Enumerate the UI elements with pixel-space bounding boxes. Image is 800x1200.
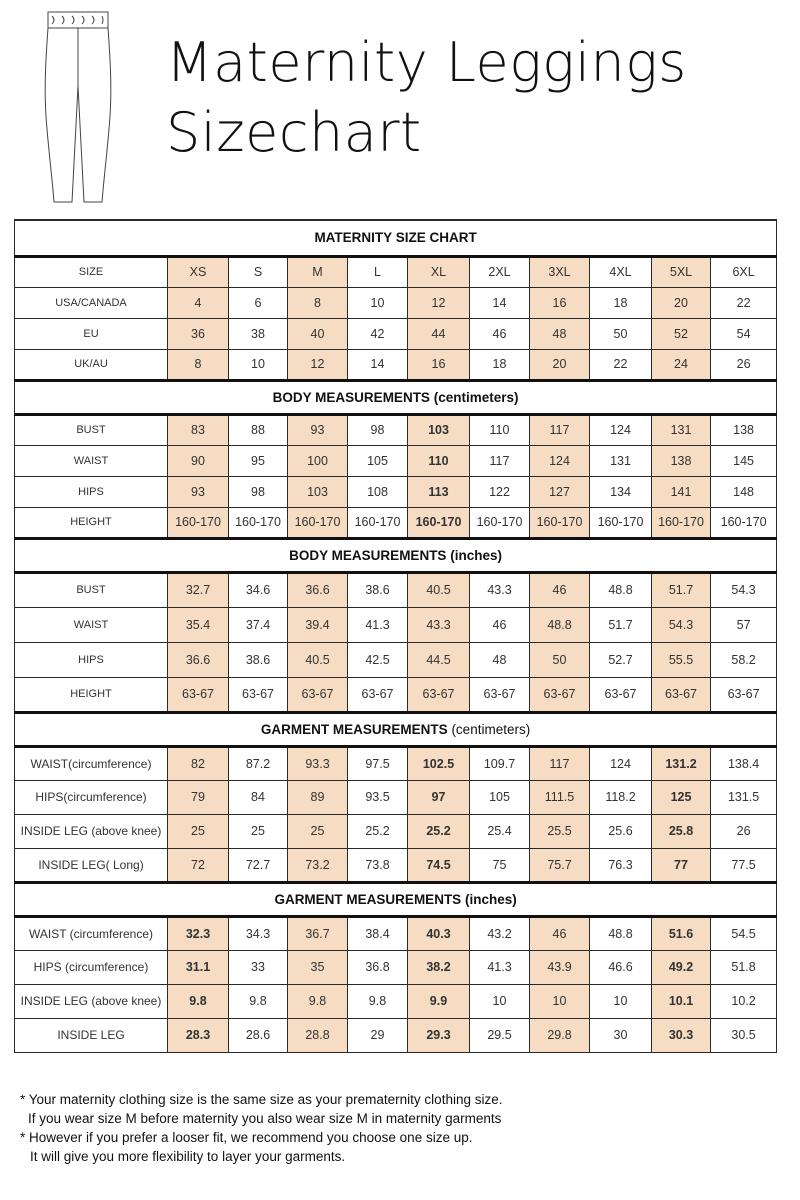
- table-row: [15, 642, 777, 677]
- table-cell: 98: [229, 476, 288, 507]
- table-cell: 12: [408, 287, 470, 318]
- table-cell: 41.3: [470, 950, 530, 984]
- table-cell: 79: [168, 780, 229, 814]
- table-row: [15, 677, 777, 712]
- row-label: WAIST(circumference): [15, 746, 168, 780]
- section-title-bold: GARMENT MEASUREMENTS: [274, 891, 462, 907]
- table-cell: 124: [590, 746, 652, 780]
- table-cell: 43.3: [470, 572, 530, 607]
- table-cell: 5XL: [652, 256, 711, 287]
- table-cell: 24: [652, 349, 711, 380]
- table-cell: 36.7: [288, 916, 348, 950]
- table-cell: 25: [288, 814, 348, 848]
- table-cell: 25: [168, 814, 229, 848]
- table-cell: 110: [470, 414, 530, 445]
- table-cell: 51.6: [652, 916, 711, 950]
- table-cell: 109.7: [470, 746, 530, 780]
- table-cell: 28.6: [229, 1018, 288, 1052]
- table-cell: 54.3: [711, 572, 777, 607]
- page-title: [166, 28, 687, 168]
- table-cell: 48: [530, 318, 590, 349]
- table-cell: 43.3: [408, 607, 470, 642]
- table-cell: 160-170: [530, 507, 590, 538]
- section-title-bold: BODY MEASUREMENTS: [272, 389, 430, 405]
- table-cell: 160-170: [288, 507, 348, 538]
- table-cell: 113: [408, 476, 470, 507]
- table-cell: 10: [590, 984, 652, 1018]
- table-cell: 26: [711, 814, 777, 848]
- table-cell: 36.6: [168, 642, 229, 677]
- table-cell: 25.5: [530, 814, 590, 848]
- table-cell: 9.8: [348, 984, 408, 1018]
- table-cell: M: [288, 256, 348, 287]
- table-cell: 29.8: [530, 1018, 590, 1052]
- table-cell: 40: [288, 318, 348, 349]
- table-cell: 43.9: [530, 950, 590, 984]
- table-cell: 88: [229, 414, 288, 445]
- table-cell: 160-170: [348, 507, 408, 538]
- table-cell: 46: [470, 607, 530, 642]
- table-row: [15, 607, 777, 642]
- note-line: * However if you prefer a looser fit, we recommend you choose one size up.: [20, 1130, 473, 1145]
- table-cell: 35.4: [168, 607, 229, 642]
- table-row: [15, 349, 777, 380]
- table-cell: 16: [408, 349, 470, 380]
- table-cell: 38.2: [408, 950, 470, 984]
- table-cell: 160-170: [470, 507, 530, 538]
- table-row: [15, 318, 777, 349]
- table-cell: 52.7: [590, 642, 652, 677]
- table-cell: 10: [348, 287, 408, 318]
- table-cell: 131.2: [652, 746, 711, 780]
- table-row: [15, 950, 777, 984]
- table-cell: 29.3: [408, 1018, 470, 1052]
- table-cell: 51.7: [590, 607, 652, 642]
- table-cell: 73.8: [348, 848, 408, 882]
- table-cell: 138: [652, 445, 711, 476]
- row-label: BUST: [15, 414, 168, 445]
- row-label: HIPS (circumference): [15, 950, 168, 984]
- note-line: * Your maternity clothing size is the same size as your prematernity clothing size.: [20, 1092, 503, 1107]
- row-label: BUST: [15, 572, 168, 607]
- table-cell: 22: [711, 287, 777, 318]
- table-cell: 89: [288, 780, 348, 814]
- table-cell: 12: [288, 349, 348, 380]
- row-label: WAIST (circumference): [15, 916, 168, 950]
- table-cell: 110: [408, 445, 470, 476]
- row-label: HIPS: [15, 642, 168, 677]
- table-cell: 25.4: [470, 814, 530, 848]
- table-cell: 25: [229, 814, 288, 848]
- table-cell: 160-170: [408, 507, 470, 538]
- table-cell: 63-67: [348, 677, 408, 712]
- table-cell: 42: [348, 318, 408, 349]
- table-cell: 10.1: [652, 984, 711, 1018]
- row-label: SIZE: [15, 256, 168, 287]
- table-cell: 117: [530, 746, 590, 780]
- table-row: [15, 746, 777, 780]
- table-cell: 10: [470, 984, 530, 1018]
- table-cell: 48.8: [530, 607, 590, 642]
- table-cell: 38.6: [348, 572, 408, 607]
- table-row: [15, 507, 777, 538]
- table-cell: 38: [229, 318, 288, 349]
- table-cell: 74.5: [408, 848, 470, 882]
- table-cell: 30: [590, 1018, 652, 1052]
- table-cell: 72: [168, 848, 229, 882]
- table-cell: XS: [168, 256, 229, 287]
- table-cell: 97.5: [348, 746, 408, 780]
- table-cell: 26: [711, 349, 777, 380]
- table-cell: 63-67: [408, 677, 470, 712]
- row-label: WAIST: [15, 607, 168, 642]
- section-title: [15, 220, 777, 256]
- table-cell: 30.3: [652, 1018, 711, 1052]
- row-label: USA/CANADA: [15, 287, 168, 318]
- table-cell: 29: [348, 1018, 408, 1052]
- table-cell: 63-67: [168, 677, 229, 712]
- table-cell: 20: [530, 349, 590, 380]
- table-cell: 90: [168, 445, 229, 476]
- table-cell: 131.5: [711, 780, 777, 814]
- section-title: [15, 538, 777, 572]
- table-cell: 38.4: [348, 916, 408, 950]
- table-cell: 9.8: [288, 984, 348, 1018]
- table-cell: 48.8: [590, 916, 652, 950]
- table-cell: 38.6: [229, 642, 288, 677]
- table-cell: 63-67: [470, 677, 530, 712]
- table-cell: 8: [168, 349, 229, 380]
- row-label: HIPS: [15, 476, 168, 507]
- table-cell: 49.2: [652, 950, 711, 984]
- table-cell: 103: [408, 414, 470, 445]
- table-row: [15, 848, 777, 882]
- section-title-unit: (centimeters): [447, 721, 531, 737]
- table-cell: 124: [530, 445, 590, 476]
- table-cell: 117: [470, 445, 530, 476]
- table-cell: 44.5: [408, 642, 470, 677]
- table-cell: 73.2: [288, 848, 348, 882]
- table-cell: 138: [711, 414, 777, 445]
- table-cell: 63-67: [530, 677, 590, 712]
- table-cell: 36.6: [288, 572, 348, 607]
- table-cell: 28.3: [168, 1018, 229, 1052]
- row-label: HEIGHT: [15, 677, 168, 712]
- table-cell: 50: [530, 642, 590, 677]
- table-cell: 77.5: [711, 848, 777, 882]
- table-cell: 46: [470, 318, 530, 349]
- table-cell: 122: [470, 476, 530, 507]
- row-label: INSIDE LEG (above knee): [15, 814, 168, 848]
- table-cell: 100: [288, 445, 348, 476]
- section-title-bold: BODY MEASUREMENTS: [289, 547, 447, 563]
- row-label: HEIGHT: [15, 507, 168, 538]
- table-cell: 102.5: [408, 746, 470, 780]
- table-cell: 63-67: [652, 677, 711, 712]
- table-cell: 46: [530, 916, 590, 950]
- table-cell: 50: [590, 318, 652, 349]
- section-title: [15, 380, 777, 414]
- section-title: [15, 882, 777, 916]
- table-cell: 22: [590, 349, 652, 380]
- table-cell: 77: [652, 848, 711, 882]
- table-cell: 32.7: [168, 572, 229, 607]
- section-header-row: [15, 882, 777, 916]
- section-header-row: [15, 712, 777, 746]
- table-row: [15, 780, 777, 814]
- table-cell: 4: [168, 287, 229, 318]
- table-cell: 63-67: [288, 677, 348, 712]
- table-cell: 76.3: [590, 848, 652, 882]
- section-title-unit: (centimeters): [429, 389, 519, 405]
- table-cell: 93: [168, 476, 229, 507]
- table-row: [15, 1018, 777, 1052]
- table-cell: 160-170: [711, 507, 777, 538]
- section-title-unit: (inches): [446, 547, 502, 563]
- table-cell: 30.5: [711, 1018, 777, 1052]
- title-line-2: Sizechart: [166, 101, 422, 164]
- table-cell: 72.7: [229, 848, 288, 882]
- section-title-unit: (inches): [461, 891, 517, 907]
- table-cell: 55.5: [652, 642, 711, 677]
- table-row: [15, 445, 777, 476]
- table-cell: 160-170: [229, 507, 288, 538]
- table-cell: 127: [530, 476, 590, 507]
- table-cell: 25.6: [590, 814, 652, 848]
- table-cell: 98: [348, 414, 408, 445]
- table-cell: 103: [288, 476, 348, 507]
- table-cell: 141: [652, 476, 711, 507]
- table-cell: 25.2: [408, 814, 470, 848]
- table-cell: S: [229, 256, 288, 287]
- table-row: [15, 414, 777, 445]
- section-header-row: [15, 220, 777, 256]
- table-cell: 36.8: [348, 950, 408, 984]
- table-cell: 34.6: [229, 572, 288, 607]
- table-cell: 63-67: [590, 677, 652, 712]
- table-cell: 8: [288, 287, 348, 318]
- table-cell: 160-170: [590, 507, 652, 538]
- table-cell: 52: [652, 318, 711, 349]
- table-cell: 35: [288, 950, 348, 984]
- table-cell: 117: [530, 414, 590, 445]
- table-cell: 9.8: [168, 984, 229, 1018]
- table-cell: 39.4: [288, 607, 348, 642]
- size-chart-body: [15, 220, 777, 1052]
- table-cell: 95: [229, 445, 288, 476]
- row-label: UK/AU: [15, 349, 168, 380]
- table-cell: 20: [652, 287, 711, 318]
- table-cell: 10: [530, 984, 590, 1018]
- table-cell: 48: [470, 642, 530, 677]
- table-cell: 131: [652, 414, 711, 445]
- size-chart-table: [14, 219, 777, 1053]
- table-row: [15, 287, 777, 318]
- table-row: [15, 814, 777, 848]
- table-cell: 134: [590, 476, 652, 507]
- table-cell: 41.3: [348, 607, 408, 642]
- table-row: [15, 476, 777, 507]
- table-cell: 18: [470, 349, 530, 380]
- table-cell: 10: [229, 349, 288, 380]
- table-cell: 42.5: [348, 642, 408, 677]
- table-cell: 111.5: [530, 780, 590, 814]
- table-cell: 54.3: [652, 607, 711, 642]
- table-cell: 29.5: [470, 1018, 530, 1052]
- table-cell: 148: [711, 476, 777, 507]
- table-cell: 54.5: [711, 916, 777, 950]
- table-cell: 25.2: [348, 814, 408, 848]
- table-cell: 43.2: [470, 916, 530, 950]
- table-cell: 138.4: [711, 746, 777, 780]
- table-cell: 16: [530, 287, 590, 318]
- table-cell: 93: [288, 414, 348, 445]
- table-cell: 31.1: [168, 950, 229, 984]
- note-line: If you wear size M before maternity you also wear size M in maternity garments: [28, 1111, 502, 1126]
- row-label: WAIST: [15, 445, 168, 476]
- table-cell: 28.8: [288, 1018, 348, 1052]
- note-line: It will give you more flexibility to layer your garments.: [30, 1149, 346, 1164]
- table-row: [15, 984, 777, 1018]
- row-label: EU: [15, 318, 168, 349]
- table-cell: 33: [229, 950, 288, 984]
- table-cell: 160-170: [652, 507, 711, 538]
- table-cell: 84: [229, 780, 288, 814]
- table-cell: 63-67: [229, 677, 288, 712]
- table-cell: 36: [168, 318, 229, 349]
- table-cell: 105: [348, 445, 408, 476]
- table-cell: 82: [168, 746, 229, 780]
- table-cell: 97: [408, 780, 470, 814]
- table-cell: L: [348, 256, 408, 287]
- size-notes: [20, 1090, 780, 1166]
- table-cell: 145: [711, 445, 777, 476]
- table-cell: 46: [530, 572, 590, 607]
- table-row: [15, 572, 777, 607]
- table-cell: 9.8: [229, 984, 288, 1018]
- table-cell: 14: [470, 287, 530, 318]
- table-cell: 93.3: [288, 746, 348, 780]
- table-cell: 48.8: [590, 572, 652, 607]
- row-label: HIPS(circumference): [15, 780, 168, 814]
- table-cell: 83: [168, 414, 229, 445]
- table-cell: 40.5: [408, 572, 470, 607]
- table-cell: 131: [590, 445, 652, 476]
- table-cell: 37.4: [229, 607, 288, 642]
- table-cell: 6XL: [711, 256, 777, 287]
- table-cell: 125: [652, 780, 711, 814]
- table-cell: 46.6: [590, 950, 652, 984]
- table-cell: 58.2: [711, 642, 777, 677]
- table-cell: 63-67: [711, 677, 777, 712]
- row-label: INSIDE LEG( Long): [15, 848, 168, 882]
- table-cell: 160-170: [168, 507, 229, 538]
- section-title-bold: GARMENT MEASUREMENTS: [260, 721, 448, 737]
- section-title: [15, 712, 777, 746]
- row-label: INSIDE LEG (above knee): [15, 984, 168, 1018]
- table-cell: 105: [470, 780, 530, 814]
- table-cell: 44: [408, 318, 470, 349]
- table-cell: 87.2: [229, 746, 288, 780]
- table-cell: 108: [348, 476, 408, 507]
- table-cell: 75: [470, 848, 530, 882]
- section-title-bold: MATERNITY SIZE CHART: [314, 230, 477, 246]
- table-cell: 3XL: [530, 256, 590, 287]
- table-cell: 32.3: [168, 916, 229, 950]
- table-cell: 2XL: [470, 256, 530, 287]
- table-cell: 54: [711, 318, 777, 349]
- table-cell: 124: [590, 414, 652, 445]
- table-cell: 6: [229, 287, 288, 318]
- table-cell: 51.7: [652, 572, 711, 607]
- table-cell: 10.2: [711, 984, 777, 1018]
- table-cell: XL: [408, 256, 470, 287]
- table-cell: 34.3: [229, 916, 288, 950]
- table-cell: 51.8: [711, 950, 777, 984]
- title-line-1: Maternity Leggings: [166, 31, 687, 94]
- table-cell: 75.7: [530, 848, 590, 882]
- table-cell: 118.2: [590, 780, 652, 814]
- row-label: INSIDE LEG: [15, 1018, 168, 1052]
- table-cell: 40.5: [288, 642, 348, 677]
- table-cell: 4XL: [590, 256, 652, 287]
- table-row: [15, 256, 777, 287]
- table-cell: 25.8: [652, 814, 711, 848]
- table-cell: 40.3: [408, 916, 470, 950]
- leggings-sketch-icon: [38, 6, 118, 208]
- table-cell: 18: [590, 287, 652, 318]
- table-cell: 93.5: [348, 780, 408, 814]
- table-row: [15, 916, 777, 950]
- section-header-row: [15, 380, 777, 414]
- table-cell: 9.9: [408, 984, 470, 1018]
- section-header-row: [15, 538, 777, 572]
- table-cell: 14: [348, 349, 408, 380]
- table-cell: 57: [711, 607, 777, 642]
